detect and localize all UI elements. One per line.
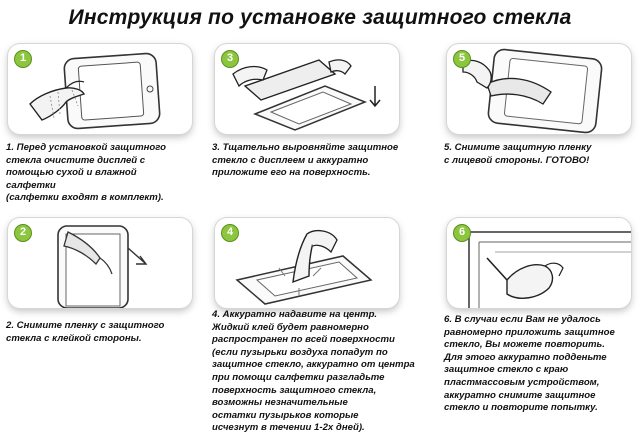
step-6-line: пластмассовым устройством, (444, 376, 600, 388)
step-6-line: Для этого аккуратно подденьте (444, 351, 607, 363)
step-4-line: поверхность защитного стекла, (212, 384, 377, 396)
step-6-line: стекло, Вы можете повторить. (444, 339, 605, 351)
step-5-illustration (447, 44, 631, 134)
hand-wiping-phone-icon (8, 44, 192, 134)
step-5-line: 5. Снимите защитную пленку (444, 142, 592, 153)
step-4-line: (если пузырьки воздуха попадут по (212, 346, 388, 358)
step-3-line: 3. Тщательно выровняйте защитное (212, 142, 399, 153)
step-2-badge: 2 (14, 224, 32, 242)
step-3-text (212, 142, 412, 180)
lift-glass-edge-icon (447, 218, 631, 308)
step-2-text (6, 320, 206, 345)
step-6-line: защитное стекло с краю (444, 364, 569, 376)
step-1-badge: 1 (14, 50, 32, 68)
step-2-illustration (8, 218, 192, 308)
step-1-line: салфетки (6, 179, 56, 191)
step-4-line: остатки пузырьков которые (212, 409, 359, 421)
step-6-line: равномерно приложить защитное (444, 326, 615, 338)
step-5-badge: 5 (453, 50, 471, 68)
peel-front-film-icon (447, 44, 631, 134)
step-4-line: при помощи салфетки разгладьте (212, 371, 385, 383)
align-glass-icon (215, 44, 399, 134)
step-4-line: Жидкий клей будет равномерно (212, 321, 369, 333)
step-3-line: приложите его на поверхность. (212, 167, 371, 179)
step-4-line: распространен по всей поверхности (212, 334, 395, 346)
step-6-line: аккуратно снимите защитное (444, 389, 596, 401)
step-1-line: 1. Перед установкой защитного (6, 142, 167, 153)
step-1-illustration (8, 44, 192, 134)
step-3-illustration (215, 44, 399, 134)
page-title: Инструкция по установке защитного стекла (68, 6, 572, 29)
peel-film-icon (8, 218, 192, 308)
step-4-text (212, 309, 415, 435)
step-3-line: стекло с дисплеем и аккуратно (212, 154, 369, 166)
step-6-line: 6. В случаи если Вам не удалось (444, 314, 601, 325)
step-1-line: (салфетки входят в комплект). (6, 192, 164, 204)
press-center-icon (215, 218, 399, 308)
step-5-line: с лицевой стороны. ГОТОВО! (444, 154, 590, 166)
step-5-text (444, 142, 640, 167)
step-6-illustration (447, 218, 631, 308)
step-4-line: 4. Аккуратно надавите на центр. (212, 309, 378, 320)
step-6-text (444, 314, 640, 415)
step-1-line: помощью сухой и влажной (6, 167, 137, 179)
step-4-illustration (215, 218, 399, 308)
step-6-line: стекло и повторите попытку. (444, 402, 598, 414)
step-4-badge: 4 (221, 224, 239, 242)
step-4-line: возможны незначительные (212, 397, 348, 409)
step-1-line: стекла очистите дисплей с (6, 154, 146, 166)
step-1-text (6, 142, 206, 205)
step-3-badge: 3 (221, 50, 239, 68)
step-4-line: защитное стекло, аккуратно от центра (212, 359, 415, 371)
step-4-line: исчезнут в течении 1-2х дней). (212, 422, 365, 434)
step-6-badge: 6 (453, 224, 471, 242)
step-2-line: 2. Снимите пленку с защитного (6, 320, 165, 331)
step-2-line: стекла с клейкой стороны. (6, 332, 142, 344)
